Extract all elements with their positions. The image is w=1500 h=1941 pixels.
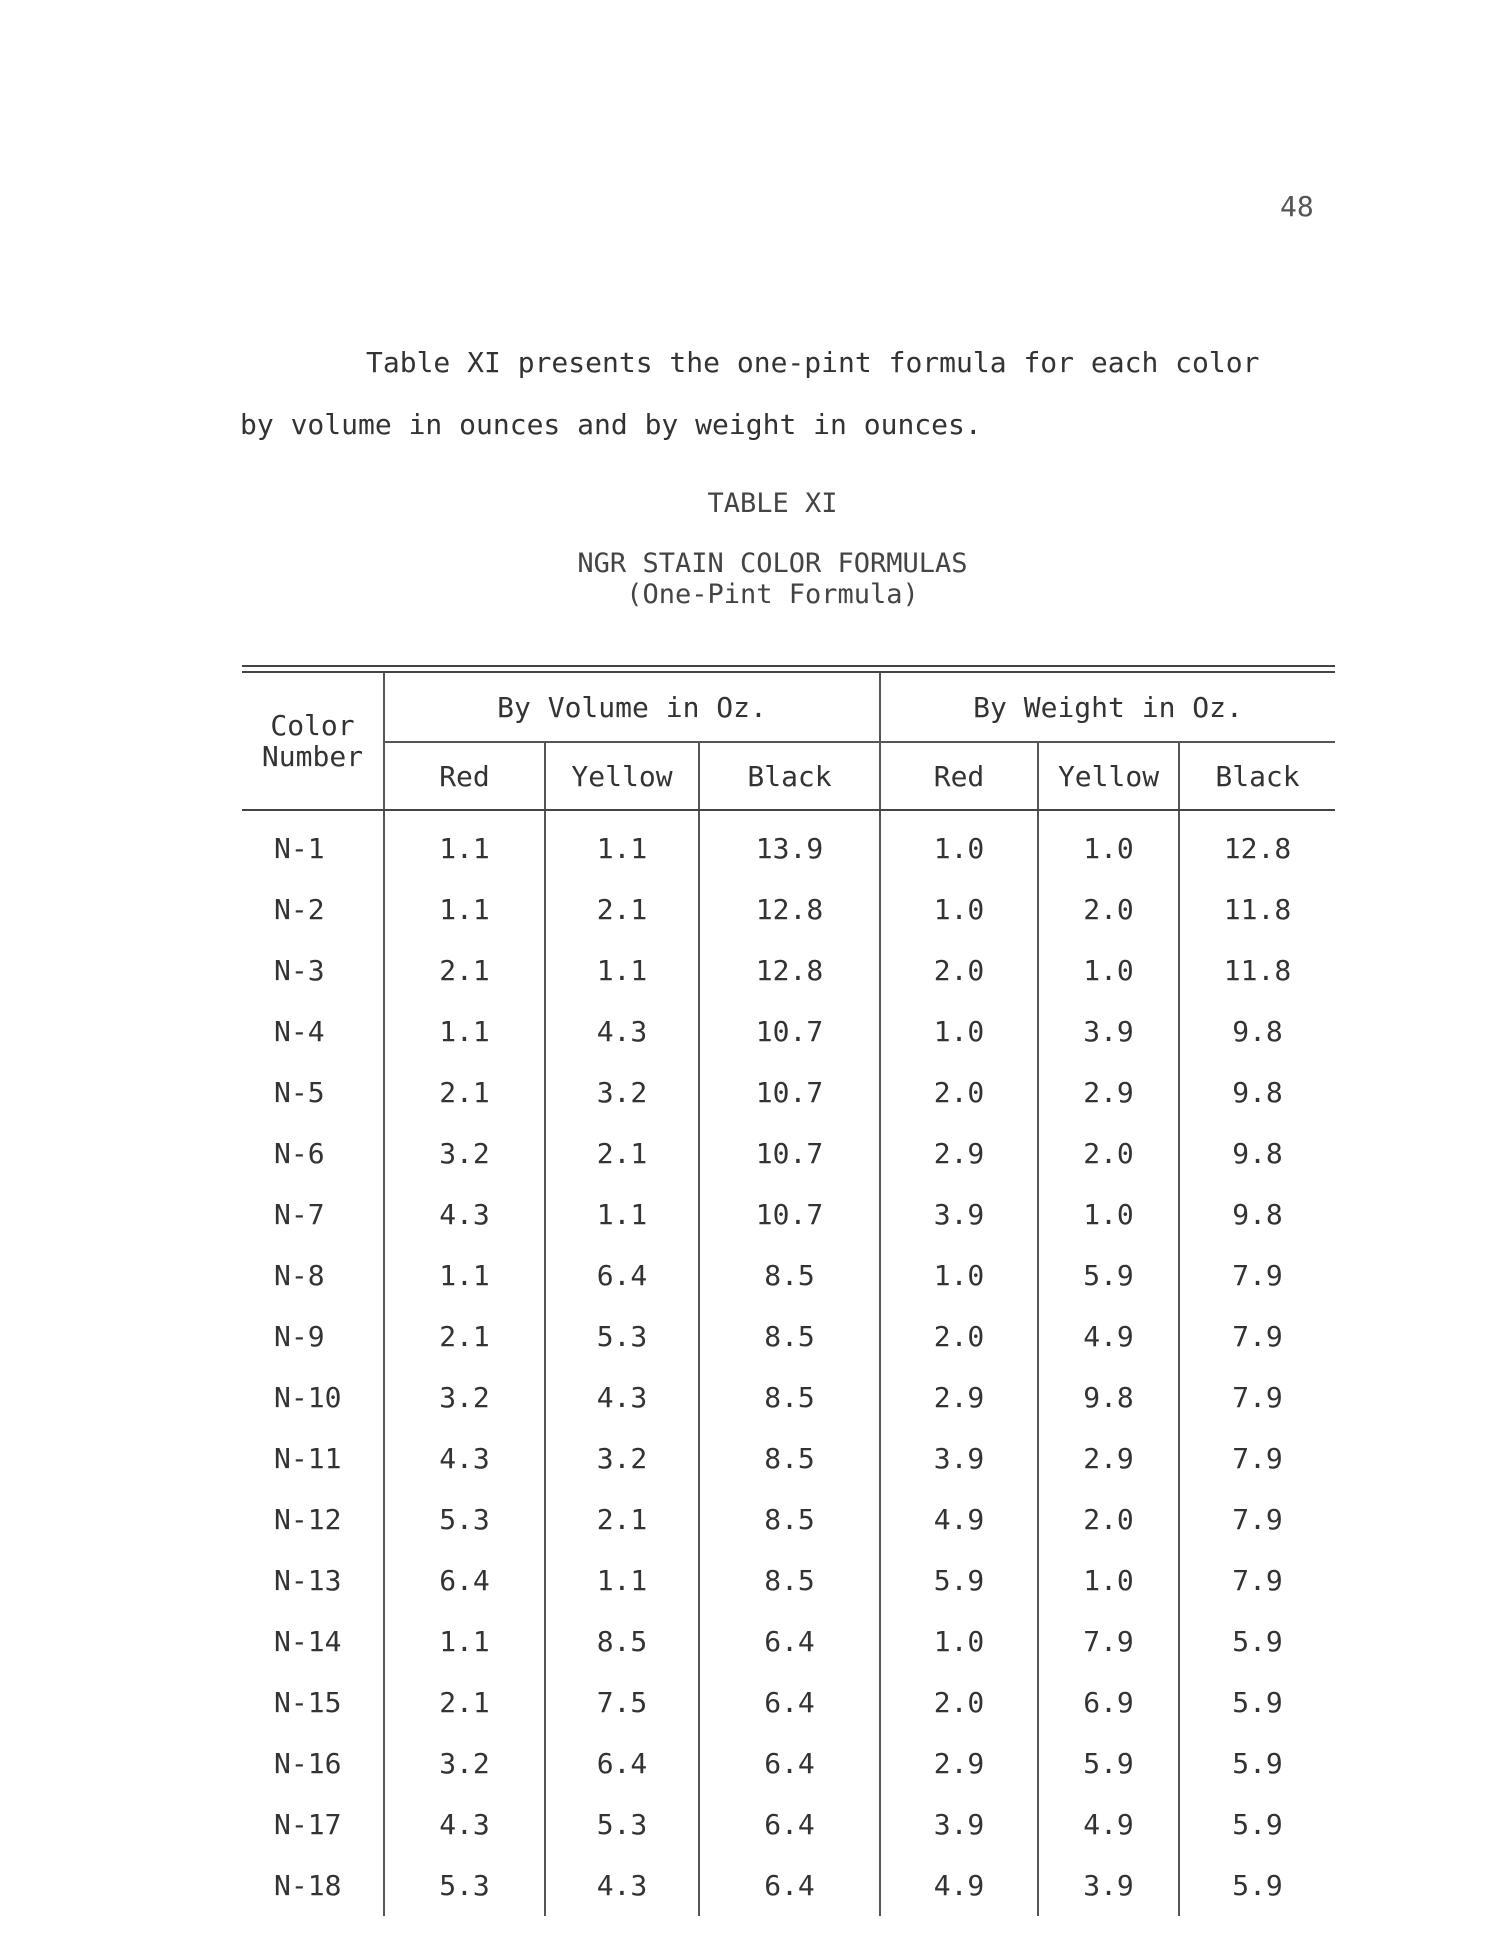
color-number-cell: N-9 [242, 1306, 384, 1367]
table-row [242, 1123, 1335, 1184]
table-row [242, 1428, 1335, 1489]
table-row [242, 1794, 1335, 1855]
volume-red-cell: 3.2 [384, 1367, 545, 1428]
volume-red-cell: 4.3 [384, 1428, 545, 1489]
weight-yellow-cell: 2.9 [1038, 1428, 1179, 1489]
weight-red-cell: 1.0 [880, 1001, 1038, 1062]
table-label: TABLE XI [707, 488, 838, 519]
color-number-cell: N-18 [242, 1855, 384, 1916]
volume-black-cell: 13.9 [699, 810, 880, 879]
table-title-block [0, 548, 1500, 610]
header-color-number-line1: Color [270, 709, 355, 742]
weight-black-cell: 7.9 [1232, 1442, 1283, 1475]
table-row [242, 1001, 1335, 1062]
weight-black-cell: 9.8 [1232, 1198, 1283, 1231]
weight-yellow-cell: 5.9 [1038, 1733, 1179, 1794]
weight-yellow-cell: 1.0 [1038, 1550, 1179, 1611]
volume-yellow-cell: 6.4 [545, 1245, 699, 1306]
weight-red-cell: 1.0 [880, 810, 1038, 879]
color-number-cell: N-15 [242, 1672, 384, 1733]
weight-red-cell: 2.9 [880, 1733, 1038, 1794]
color-number-cell: N-11 [242, 1428, 384, 1489]
volume-yellow-cell: 3.2 [545, 1428, 699, 1489]
weight-yellow-cell: 4.9 [1038, 1794, 1179, 1855]
volume-yellow-cell: 2.1 [545, 1489, 699, 1550]
weight-yellow-cell: 2.0 [1038, 879, 1179, 940]
volume-black-cell: 8.5 [699, 1428, 880, 1489]
volume-black-cell: 10.7 [699, 1184, 880, 1245]
volume-yellow-cell: 1.1 [545, 1550, 699, 1611]
color-number-cell: N-16 [242, 1733, 384, 1794]
volume-black-cell: 12.8 [699, 940, 880, 1001]
header-weight-red: Red [880, 742, 1038, 810]
volume-red-cell: 6.4 [384, 1550, 545, 1611]
weight-black-cell: 9.8 [1232, 1015, 1283, 1048]
weight-black-cell: 5.9 [1232, 1808, 1283, 1841]
weight-black-cell: 12.8 [1223, 832, 1292, 865]
color-number-cell: N-4 [242, 1001, 384, 1062]
volume-yellow-cell: 3.2 [545, 1062, 699, 1123]
page-number: 48 [1280, 190, 1314, 223]
volume-yellow-cell: 7.5 [545, 1672, 699, 1733]
color-number-cell: N-13 [242, 1550, 384, 1611]
volume-red-cell: 3.2 [384, 1733, 545, 1794]
volume-black-cell: 10.7 [699, 1001, 880, 1062]
volume-red-cell: 4.3 [384, 1794, 545, 1855]
volume-red-cell: 1.1 [384, 1001, 545, 1062]
table-row [242, 1062, 1335, 1123]
volume-red-cell: 2.1 [384, 940, 545, 1001]
volume-red-cell: 2.1 [384, 1062, 545, 1123]
volume-red-cell: 1.1 [384, 1245, 545, 1306]
color-number-cell: N-6 [242, 1123, 384, 1184]
weight-black-cell: 5.9 [1232, 1625, 1283, 1658]
weight-yellow-cell: 2.0 [1038, 1489, 1179, 1550]
weight-black-cell: 9.8 [1232, 1137, 1283, 1170]
volume-black-cell: 6.4 [699, 1733, 880, 1794]
volume-black-cell: 6.4 [699, 1855, 880, 1916]
weight-black-cell: 7.9 [1232, 1320, 1283, 1353]
table-row [242, 879, 1335, 940]
table-row [242, 1733, 1335, 1794]
weight-yellow-cell: 3.9 [1038, 1855, 1179, 1916]
volume-red-cell: 2.1 [384, 1672, 545, 1733]
volume-yellow-cell: 1.1 [545, 1184, 699, 1245]
weight-yellow-cell: 2.9 [1038, 1062, 1179, 1123]
volume-black-cell: 8.5 [699, 1489, 880, 1550]
weight-yellow-cell: 6.9 [1038, 1672, 1179, 1733]
weight-yellow-cell: 7.9 [1038, 1611, 1179, 1672]
volume-yellow-cell: 2.1 [545, 1123, 699, 1184]
table-row [242, 1855, 1335, 1916]
color-number-cell: N-8 [242, 1245, 384, 1306]
weight-red-cell: 4.9 [880, 1855, 1038, 1916]
header-color-number [242, 673, 384, 810]
color-number-cell: N-14 [242, 1611, 384, 1672]
weight-red-cell: 3.9 [880, 1184, 1038, 1245]
weight-red-cell: 2.0 [880, 1306, 1038, 1367]
weight-red-cell: 3.9 [880, 1428, 1038, 1489]
volume-red-cell: 3.2 [384, 1123, 545, 1184]
color-number-cell: N-10 [242, 1367, 384, 1428]
weight-red-cell: 5.9 [880, 1550, 1038, 1611]
weight-yellow-cell: 1.0 [1038, 1184, 1179, 1245]
header-volume-black: Black [699, 742, 880, 810]
weight-black-cell: 5.9 [1232, 1686, 1283, 1719]
volume-red-cell: 1.1 [384, 879, 545, 940]
weight-yellow-cell: 3.9 [1038, 1001, 1179, 1062]
table-row [242, 1550, 1335, 1611]
weight-yellow-cell: 4.9 [1038, 1306, 1179, 1367]
table-title: NGR STAIN COLOR FORMULAS [577, 548, 968, 579]
volume-black-cell: 6.4 [699, 1611, 880, 1672]
weight-black-cell: 7.9 [1232, 1564, 1283, 1597]
table-top-rule [242, 665, 1335, 673]
color-number-cell: N-5 [242, 1062, 384, 1123]
header-color-number-line2: Number [261, 740, 364, 773]
weight-red-cell: 3.9 [880, 1794, 1038, 1855]
header-by-weight: By Weight in Oz. [880, 673, 1335, 742]
table-row [242, 940, 1335, 1001]
table-row [242, 1611, 1335, 1672]
weight-black-cell: 7.9 [1232, 1259, 1283, 1292]
volume-yellow-cell: 4.3 [545, 1367, 699, 1428]
intro-line-1: Table XI presents the one-pint formula for each color [366, 346, 1260, 379]
weight-red-cell: 4.9 [880, 1489, 1038, 1550]
volume-black-cell: 6.4 [699, 1794, 880, 1855]
intro-line-2: by volume in ounces and by weight in ounces. [240, 408, 982, 441]
volume-yellow-cell: 4.3 [545, 1855, 699, 1916]
weight-red-cell: 2.0 [880, 1062, 1038, 1123]
weight-red-cell: 2.0 [880, 1672, 1038, 1733]
volume-yellow-cell: 1.1 [545, 940, 699, 1001]
table-subtitle: (One-Pint Formula) [626, 579, 919, 610]
weight-black-cell: 11.8 [1223, 954, 1292, 987]
volume-black-cell: 12.8 [699, 879, 880, 940]
weight-black-cell: 7.9 [1232, 1503, 1283, 1536]
weight-yellow-cell: 9.8 [1038, 1367, 1179, 1428]
volume-yellow-cell: 5.3 [545, 1306, 699, 1367]
header-volume-red: Red [384, 742, 545, 810]
weight-red-cell: 1.0 [880, 879, 1038, 940]
header-weight-yellow: Yellow [1038, 742, 1179, 810]
weight-red-cell: 2.9 [880, 1123, 1038, 1184]
volume-red-cell: 5.3 [384, 1489, 545, 1550]
weight-red-cell: 1.0 [880, 1611, 1038, 1672]
volume-black-cell: 8.5 [699, 1550, 880, 1611]
volume-yellow-cell: 1.1 [545, 810, 699, 879]
volume-black-cell: 8.5 [699, 1245, 880, 1306]
volume-red-cell: 2.1 [384, 1306, 545, 1367]
header-by-volume: By Volume in Oz. [384, 673, 880, 742]
weight-red-cell: 1.0 [880, 1245, 1038, 1306]
weight-red-cell: 2.9 [880, 1367, 1038, 1428]
color-number-cell: N-7 [242, 1184, 384, 1245]
volume-yellow-cell: 6.4 [545, 1733, 699, 1794]
weight-black-cell: 11.8 [1223, 893, 1292, 926]
color-number-cell: N-3 [242, 940, 384, 1001]
table-row [242, 1306, 1335, 1367]
volume-black-cell: 6.4 [699, 1672, 880, 1733]
volume-yellow-cell: 5.3 [545, 1794, 699, 1855]
volume-red-cell: 4.3 [384, 1184, 545, 1245]
volume-red-cell: 5.3 [384, 1855, 545, 1916]
volume-yellow-cell: 8.5 [545, 1611, 699, 1672]
color-number-cell: N-12 [242, 1489, 384, 1550]
volume-black-cell: 8.5 [699, 1306, 880, 1367]
table-row [242, 1367, 1335, 1428]
weight-yellow-cell: 1.0 [1038, 940, 1179, 1001]
formula-table-container [242, 665, 1335, 1916]
intro-paragraph [240, 332, 1320, 456]
table-row [242, 1245, 1335, 1306]
volume-black-cell: 8.5 [699, 1367, 880, 1428]
color-number-cell: N-2 [242, 879, 384, 940]
weight-black-cell: 5.9 [1232, 1869, 1283, 1902]
table-row [242, 810, 1335, 879]
volume-yellow-cell: 2.1 [545, 879, 699, 940]
volume-red-cell: 1.1 [384, 1611, 545, 1672]
header-weight-black: Black [1179, 742, 1335, 810]
weight-yellow-cell: 5.9 [1038, 1245, 1179, 1306]
weight-black-cell: 7.9 [1232, 1381, 1283, 1414]
volume-yellow-cell: 4.3 [545, 1001, 699, 1062]
weight-black-cell: 5.9 [1232, 1747, 1283, 1780]
table-row [242, 1672, 1335, 1733]
weight-yellow-cell: 2.0 [1038, 1123, 1179, 1184]
table-row [242, 1489, 1335, 1550]
formula-table [242, 673, 1335, 1916]
weight-yellow-cell: 1.0 [1038, 810, 1179, 879]
color-number-cell: N-17 [242, 1794, 384, 1855]
volume-black-cell: 10.7 [699, 1123, 880, 1184]
weight-black-cell: 9.8 [1232, 1076, 1283, 1109]
header-volume-yellow: Yellow [545, 742, 699, 810]
volume-red-cell: 1.1 [384, 810, 545, 879]
color-number-cell: N-1 [242, 810, 384, 879]
volume-black-cell: 10.7 [699, 1062, 880, 1123]
weight-red-cell: 2.0 [880, 940, 1038, 1001]
table-body [242, 810, 1335, 1916]
table-row [242, 1184, 1335, 1245]
